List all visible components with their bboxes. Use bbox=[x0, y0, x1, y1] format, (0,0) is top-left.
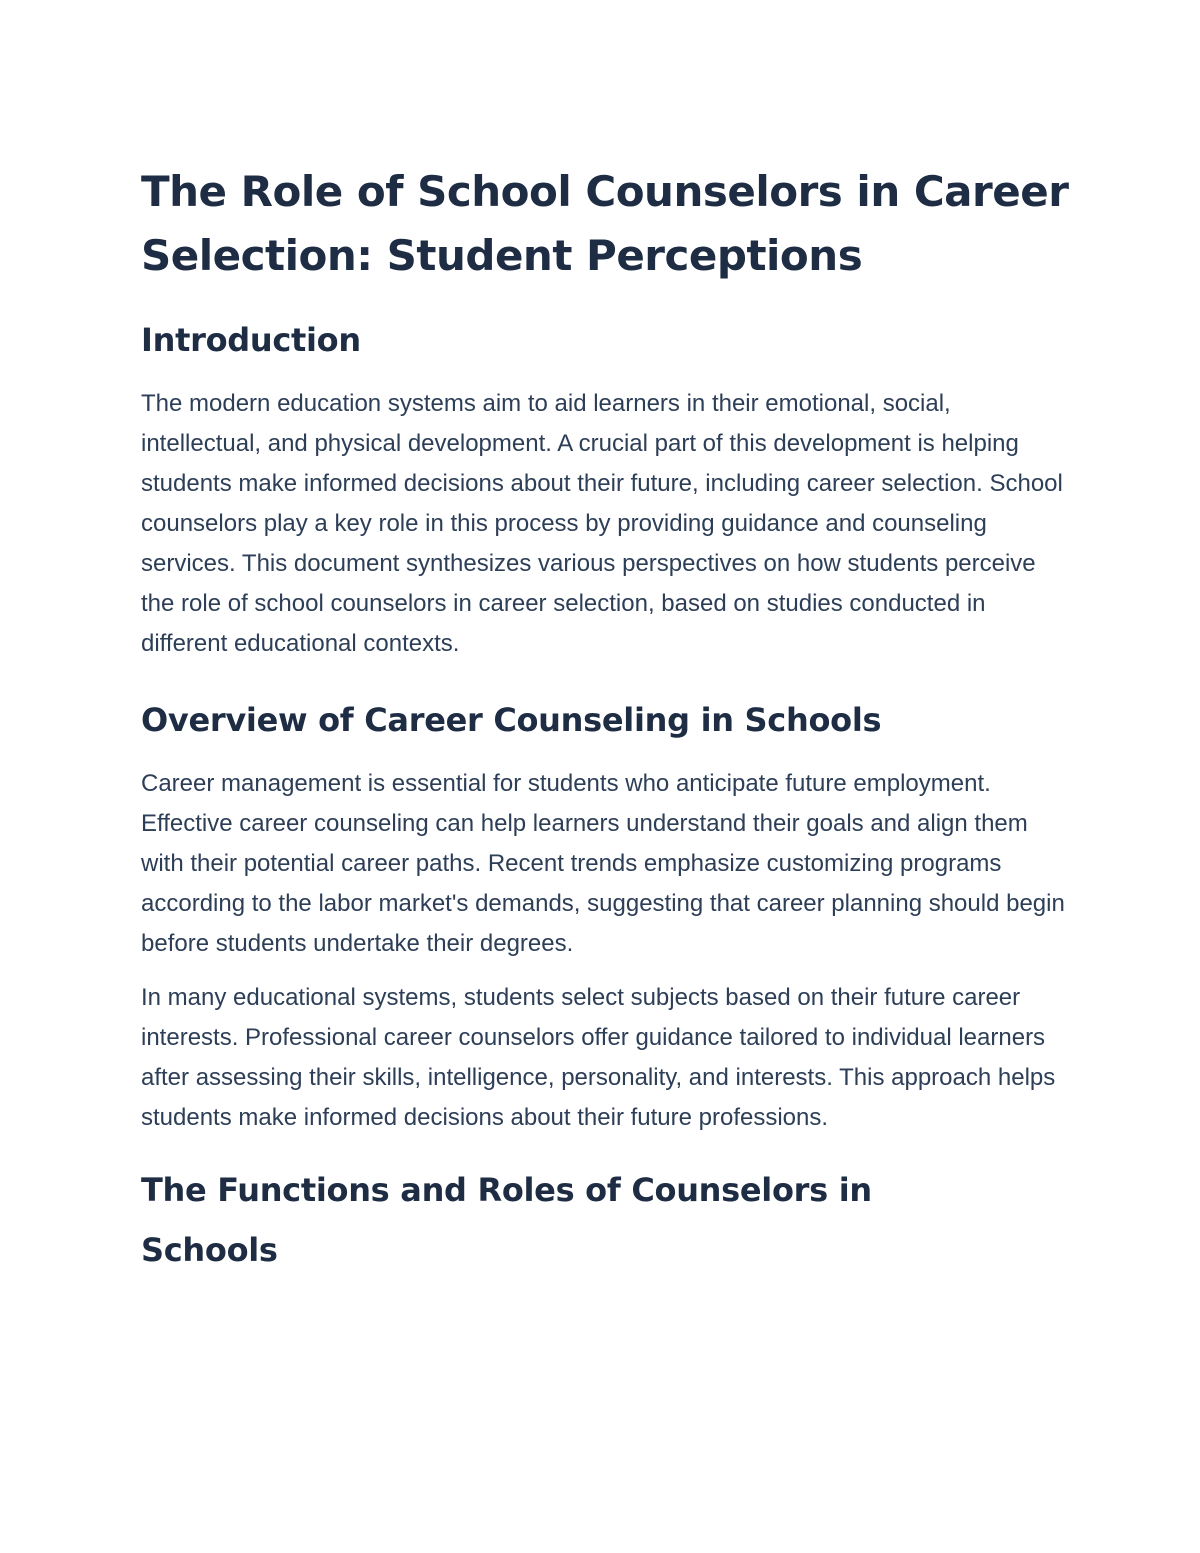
heading-overview-career-counseling: Overview of Career Counseling in Schools bbox=[141, 701, 882, 739]
document-title-line-2: Selection: Student Perceptions bbox=[141, 231, 863, 280]
heading-introduction: Introduction bbox=[141, 321, 361, 359]
heading-functions-line-1: The Functions and Roles of Counselors in bbox=[141, 1171, 872, 1209]
heading-functions-line-2: Schools bbox=[141, 1231, 278, 1269]
paragraph-subject-selection: In many educational systems, students select subjects based on their future career interests. Professional career counselors offer guidance tailored to individual learners after assessing their skills, intelligence, personality, and interests. This approach helps students make informed decisions about their future professions. bbox=[141, 984, 1056, 1131]
paragraph-career-management: Career management is essential for students who anticipate future employment. Effective career counseling can help learners understand their goals and align them with their potential career paths. Recent trends emphasize customizing programs according to the labor market's demands, suggesting that career planning should begin before students undertake their degrees. bbox=[141, 770, 1065, 957]
paragraph-introduction: The modern education systems aim to aid learners in their emotional, social, intellectual, and physical development. A crucial part of this development is helping students make informed decisions about their future, including career selection. School counselors play a key role in this process by providing guidance and counseling services. This document synthesizes various perspectives on how students perceive the role of school counselors in career selection, based on studies conducted in different educational contexts. bbox=[141, 390, 1063, 657]
heading-functions-roles-counselors bbox=[141, 1160, 1071, 1280]
document-page bbox=[141, 160, 1071, 1280]
document-title-line-1: The Role of School Counselors in Career bbox=[141, 167, 1069, 216]
document-title bbox=[141, 160, 1071, 288]
